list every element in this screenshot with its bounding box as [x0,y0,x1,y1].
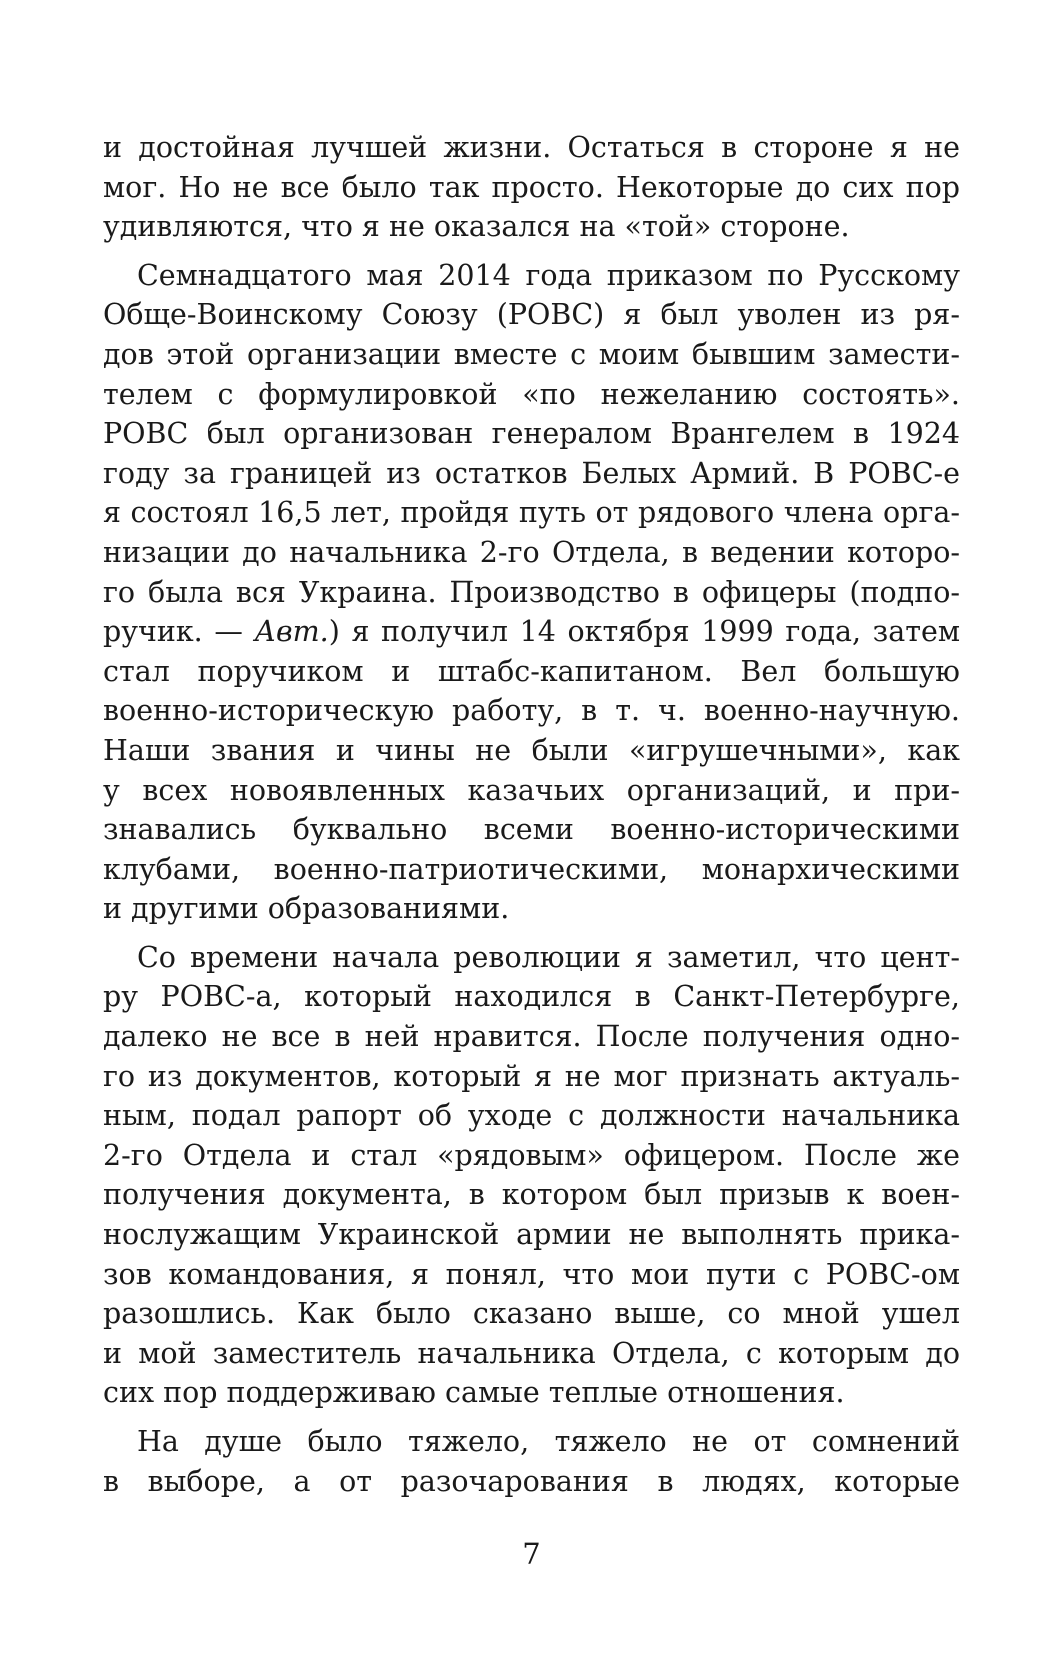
text-line: и другими образованиями. [103,892,510,926]
text-line: в выборе, а от разочарования в людях, которые [103,1464,960,1498]
text-line: клубами, военно-патриотическими, монархическими [103,852,960,886]
text-line: дов этой организации вместе с моим бывшим замести- [103,337,960,371]
text-line: разошлись. Как было сказано выше, со мной ушел [103,1297,960,1331]
text-line: нослужащим Украинской армии не выполнять прика- [103,1218,960,1252]
text-line: На душе было тяжело, тяжело не от сомнений [137,1425,960,1458]
paragraph-3 [103,938,960,1413]
text-line: удивляются, что я не оказался на «той» стороне. [103,210,850,244]
text-line: далеко не все в ней нравится. После получения одно- [103,1020,960,1054]
text-line: Обще-Воинскому Союзу (РОВС) я был уволен из ря- [103,298,960,332]
text-line-with-italic: ручик. — Авт.) я получил 14 октября 1999 года, затем [103,615,960,649]
text-line: Со времени начала революции я заметил, что цент- [137,940,960,974]
paragraph-2 [103,256,960,929]
text-line: зов командования, я понял, что мои пути с РОВС-ом [103,1257,960,1291]
paragraph-4 [103,1422,960,1501]
text-line: телем с формулировкой «по нежеланию состоять». [103,377,960,411]
text-line: Семнадцатого мая 2014 года приказом по Русскому [137,258,960,292]
text-line: низации до начальника 2-го Отдела, в ведении которо- [103,535,960,569]
text-line: году за границей из остатков Белых Армий. В РОВС-е [103,456,960,490]
text-line: мог. Но не все было так просто. Некоторые до сих пор [103,170,960,204]
text-line: стал поручиком и штабс-капитаном. Вел большую [103,654,960,688]
text-line: я состоял 16,5 лет, пройдя путь от рядового члена орга- [103,496,960,530]
text-line: ру РОВС-а, который находился в Санкт-Петербурге, [103,980,960,1014]
text-line: го из документов, который я не мог признать актуаль- [103,1059,960,1093]
text-line: сих пор поддерживаю самые теплые отношения. [103,1376,845,1410]
text-line: военно-историческую работу, в т. ч. военно-научную. [103,694,960,728]
text-line: ным, подал рапорт об уходе с должности начальника [103,1099,960,1133]
book-page-text [103,128,960,1501]
text-line: РОВС был организован генералом Врангелем в 1924 [103,417,960,451]
paragraph-1 [103,128,960,247]
text-line: у всех новоявленных казачьих организаций, и при- [103,773,960,807]
text-line: и мой заместитель начальника Отдела, с которым до [103,1336,960,1370]
page-number: 7 [522,1537,541,1571]
text-line: и достойная лучшей жизни. Остаться в стороне я не [103,131,960,164]
text-line: го была вся Украина. Производство в офицеры (подпо- [103,575,960,609]
text-line: получения документа, в котором был призыв к воен- [103,1178,960,1212]
text-line: Наши звания и чины не были «игрушечными», как [103,733,960,767]
text-line: знавались буквально всеми военно-историческими [103,813,960,847]
text-line: 2-го Отдела и стал «рядовым» офицером. После же [103,1138,960,1172]
